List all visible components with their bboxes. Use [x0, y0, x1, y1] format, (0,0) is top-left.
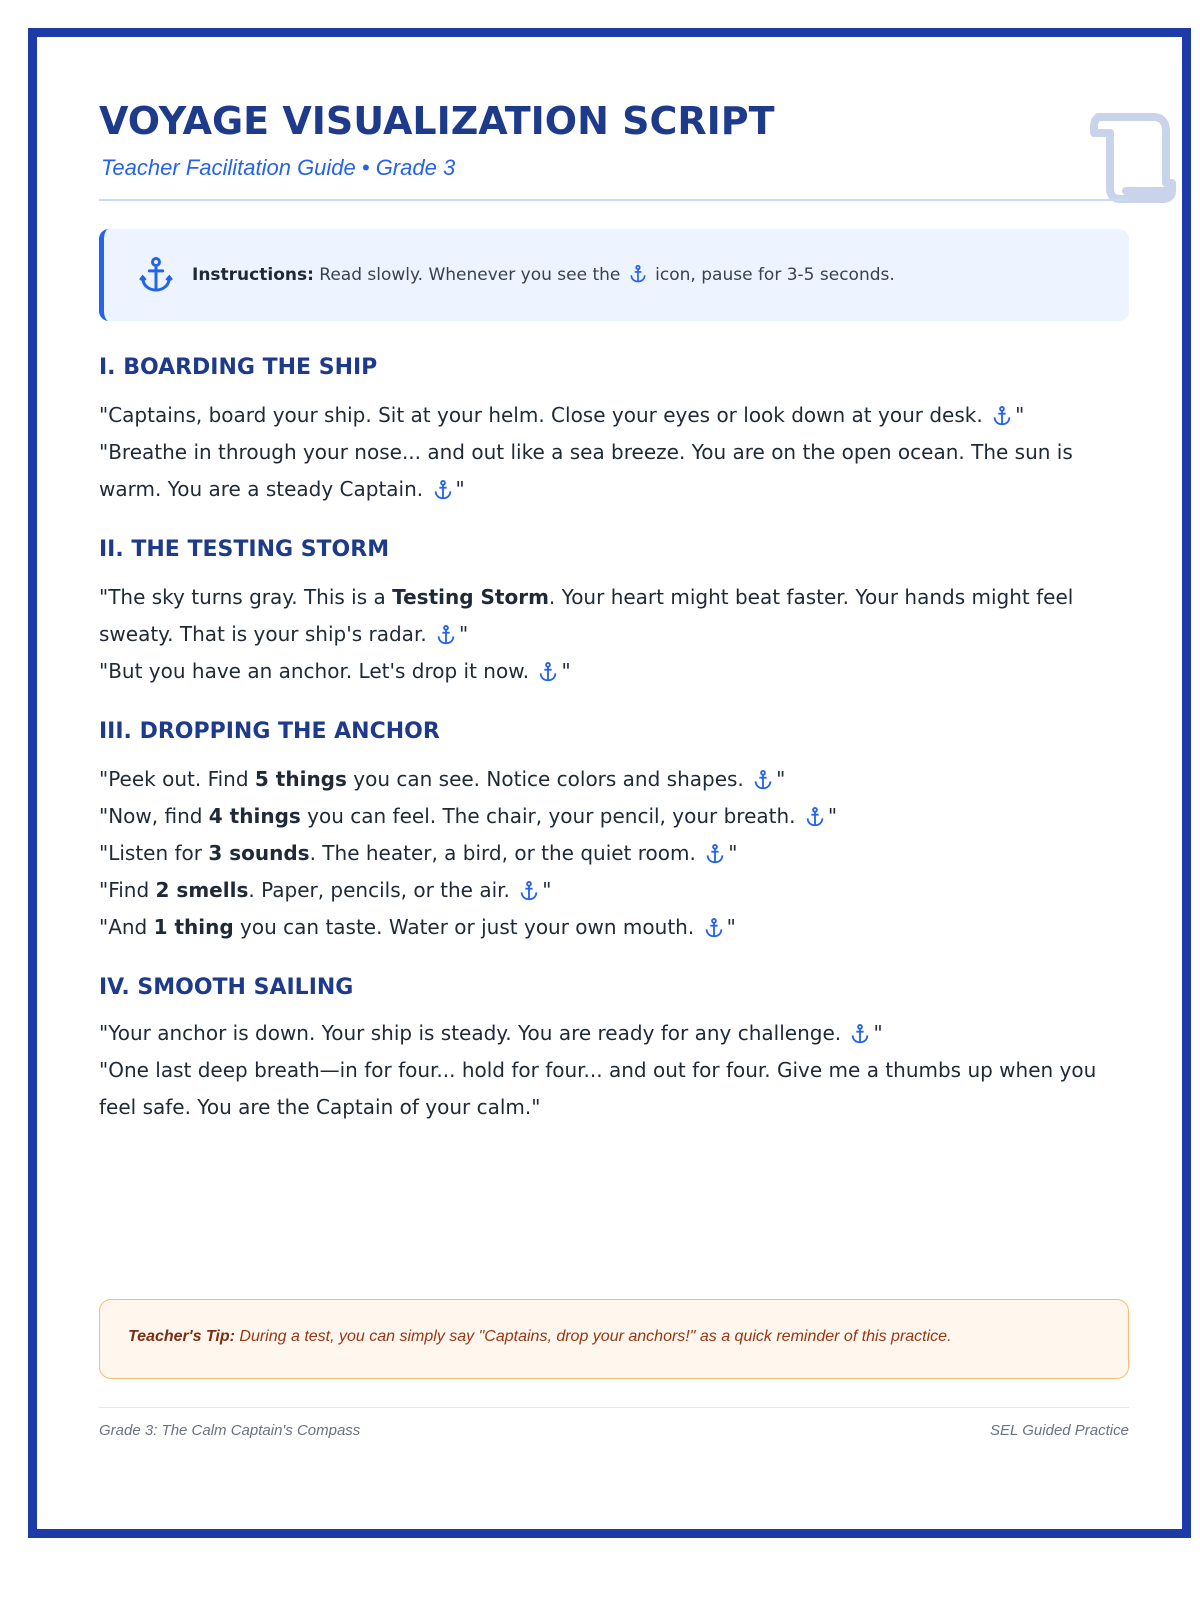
line-text: "Listen for	[99, 841, 209, 865]
line-text-end: "	[827, 804, 838, 828]
line-emphasis: 5 things	[254, 767, 347, 791]
instructions-text	[192, 263, 895, 285]
script-line	[99, 434, 1129, 508]
script-line	[99, 909, 1129, 946]
anchor-icon	[435, 623, 457, 647]
line-text-end: "	[1015, 403, 1025, 427]
line-text-end: "	[726, 915, 736, 939]
line-text-mid: . Your heart might beat faster. Your hands might feel sweaty. That is your ship's radar.	[99, 585, 1074, 646]
line-text: "But you have an anchor. Let's drop it now.	[99, 659, 536, 683]
line-text: "One last deep breath—in for four... hold for four... and out for four. Give me a thumbs up when you feel safe. You are the Captain of your calm."	[99, 1058, 1097, 1119]
instructions-callout	[99, 229, 1129, 321]
footer-divider	[99, 1407, 1129, 1408]
anchor-icon	[518, 879, 540, 903]
line-emphasis: 2 smells	[155, 878, 249, 902]
page-frame	[28, 28, 1191, 1538]
line-text: "Peek out. Find	[99, 767, 255, 791]
script-line	[99, 397, 1129, 434]
line-text-mid: . The heater, a bird, or the quiet room.	[309, 841, 703, 865]
line-text-end: "	[561, 659, 571, 683]
section-heading: III. DROPPING THE ANCHOR	[99, 719, 440, 744]
script-line	[99, 579, 1129, 653]
script-line	[99, 761, 1129, 798]
line-emphasis: Testing Storm	[392, 585, 549, 609]
line-text-end: "	[455, 477, 465, 501]
script-line	[99, 798, 1129, 835]
anchor-icon	[703, 916, 725, 940]
script-line	[99, 1015, 1129, 1052]
anchor-icon	[804, 805, 826, 829]
script-line	[99, 872, 1129, 909]
line-text: "Breathe in through your nose... and out like a sea breeze. You are on the open ocean. The sun is warm. You are a steady Captain.	[99, 440, 1073, 501]
instructions-label: Instructions:	[192, 265, 314, 285]
document-content	[99, 37, 1129, 1529]
anchor-icon	[628, 263, 648, 285]
anchor-icon	[136, 255, 176, 295]
teacher-tip-label: Teacher's Tip:	[128, 1328, 235, 1345]
line-emphasis: 4 things	[208, 804, 301, 828]
line-text: "Your anchor is down. Your ship is steady. You are ready for any challenge.	[99, 1021, 848, 1045]
line-text: "Captains, board your ship. Sit at your helm. Close your eyes or look down at your desk.	[99, 403, 990, 427]
line-text-end: "	[728, 841, 738, 865]
anchor-icon	[537, 660, 559, 684]
line-text-mid: you can see. Notice colors and shapes.	[346, 767, 751, 791]
teacher-tip	[99, 1299, 1129, 1379]
script-line	[99, 1052, 1129, 1126]
line-text-mid: you can taste. Water or just your own mouth.	[233, 915, 701, 939]
teacher-tip-body: During a test, you can simply say "Captains, drop your anchors!" as a quick reminder of this practice.	[234, 1328, 952, 1345]
anchor-icon	[991, 404, 1013, 428]
section-heading: IV. SMOOTH SAILING	[99, 975, 354, 1000]
line-emphasis: 3 sounds	[208, 841, 310, 865]
teacher-tip-text	[128, 1328, 952, 1346]
section-heading: I. BOARDING THE SHIP	[99, 355, 378, 380]
line-text: "Find	[99, 878, 156, 902]
title-divider	[99, 199, 1129, 201]
script-line	[99, 835, 1129, 872]
footer-left: Grade 3: The Calm Captain's Compass	[99, 1422, 361, 1439]
anchor-icon	[849, 1022, 871, 1046]
line-text: "Now, find	[99, 804, 209, 828]
instructions-text-after: icon, pause for 3-5 seconds.	[649, 265, 895, 285]
line-text-end: "	[459, 622, 469, 646]
script-line	[99, 653, 1129, 690]
line-text-mid: . Paper, pencils, or the air.	[248, 878, 517, 902]
anchor-icon	[752, 768, 774, 792]
line-text: "The sky turns gray. This is a	[99, 585, 393, 609]
line-text-end: "	[776, 767, 786, 791]
line-emphasis: 1 thing	[153, 915, 234, 939]
footer-right: SEL Guided Practice	[990, 1422, 1129, 1439]
line-text-mid: you can feel. The chair, your pencil, your breath.	[300, 804, 802, 828]
page-subtitle: Teacher Facilitation Guide • Grade 3	[101, 155, 456, 180]
line-text-end: "	[542, 878, 552, 902]
line-text-end: "	[873, 1021, 883, 1045]
page-title: VOYAGE VISUALIZATION SCRIPT	[99, 99, 775, 143]
section-heading: II. THE TESTING STORM	[99, 537, 390, 562]
line-text: "And	[99, 915, 154, 939]
anchor-icon	[704, 842, 726, 866]
anchor-icon	[432, 478, 454, 502]
instructions-text-before: Read slowly. Whenever you see the	[313, 265, 626, 285]
